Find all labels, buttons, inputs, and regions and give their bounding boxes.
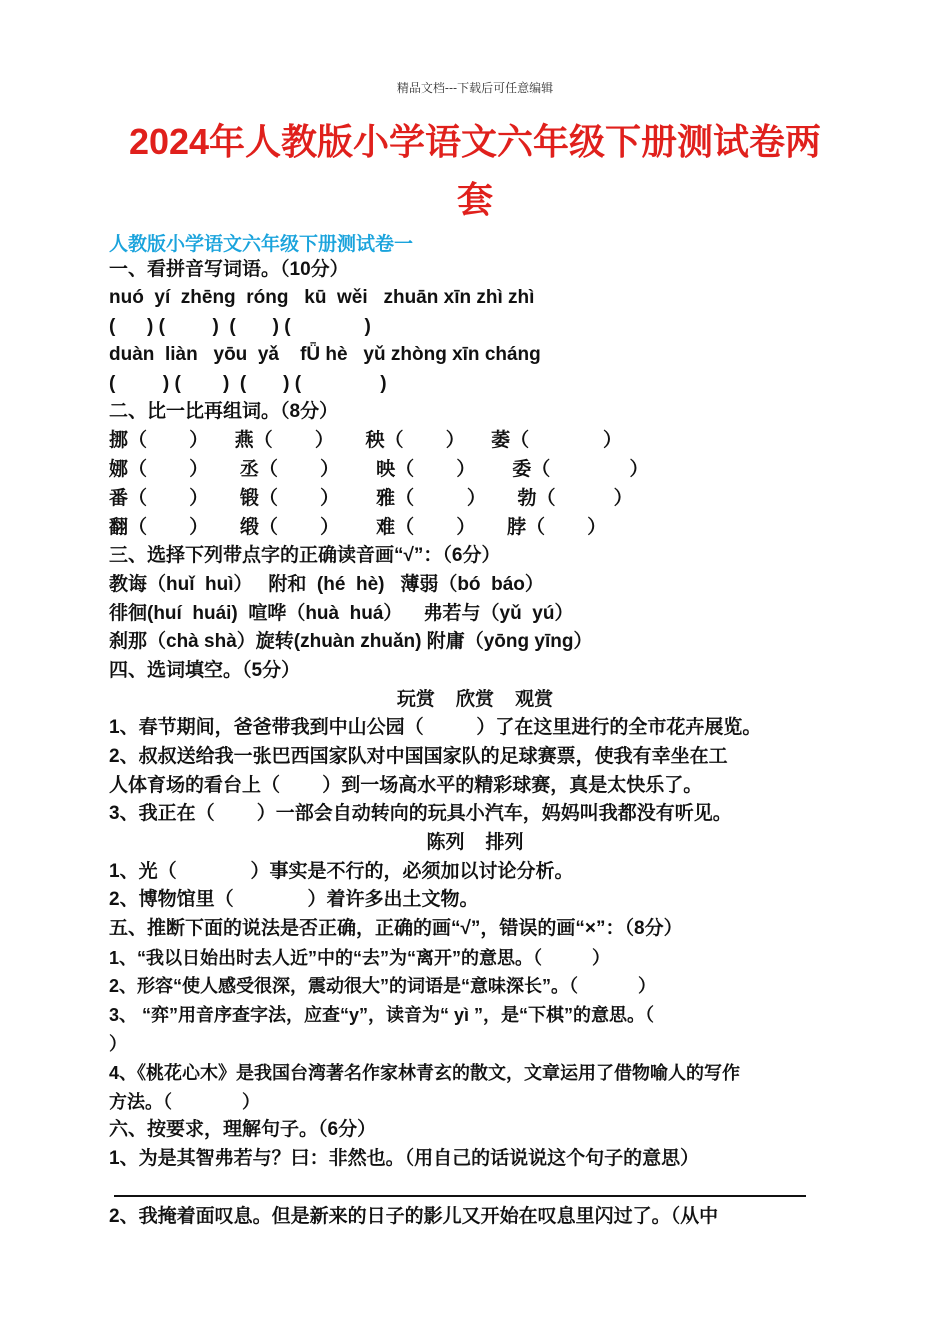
word-choices-2: 陈列 排列: [426, 832, 524, 853]
question-heading-5: 五、推断下面的说法是否正确，正确的画“√”，错误的画“×”：（8分）: [109, 918, 683, 939]
question-heading-2: 二、比一比再组词。（8分）: [109, 401, 339, 422]
word-compare-row-2: 娜（ ） 丞（ ） 映（ ） 委（ ）: [109, 459, 649, 480]
fill-sentence-2: 2、叔叔送给我一张巴西国家队对中国国家队的足球赛票，使我有幸坐在工: [109, 746, 728, 767]
judge-item-3: 3、 “弈”用音序查字法，应查“y”，读音为“ yì ”，是“下棋”的意思。（: [109, 1005, 655, 1025]
fill-sentence-2-cont: 人体育场的看台上（ ）到一场高水平的精彩球赛，真是太快乐了。: [109, 775, 703, 796]
fill-sentence-1: 1、春节期间，爸爸带我到中山公园（ ）了在这里进行的全市花卉展览。: [109, 717, 762, 738]
fill-sentence-4: 1、光（ ）事实是不行的，必须加以讨论分析。: [109, 861, 574, 882]
word-compare-row-4: 翻（ ） 缎（ ） 难（ ） 脖（ ）: [109, 517, 607, 538]
question-heading-3: 三、选择下列带点字的正确读音画“√”：（6分）: [109, 545, 501, 566]
answer-blanks-row-2: ( ) ( ) ( ) ( ): [109, 373, 387, 394]
judge-item-2: 2、形容“使人感受很深，震动很大”的词语是“意味深长”。（ ）: [109, 976, 657, 996]
judge-item-1: 1、“我以日始出时去人近”中的“去”为“离开”的意思。（ ）: [109, 948, 611, 968]
answer-blanks-row-1: ( ) ( ) ( ) ( ): [109, 316, 371, 337]
pinyin-row-2: duàn liàn yōu yǎ fǕ hè yǔ zhòng xīn cháng: [109, 344, 541, 365]
answer-line: [114, 1195, 806, 1197]
page-title-line-1: 2024年人教版小学语文六年级下册测试卷两: [128, 121, 822, 162]
pinyin-row-1: nuó yí zhēng róng kū wěi zhuān xīn zhì zhì: [109, 287, 535, 308]
fill-sentence-5: 2、博物馆里（ ）着许多出土文物。: [109, 889, 479, 910]
judge-item-4-cont: 方法。（ ）: [109, 1092, 261, 1112]
pronunciation-row-2: 徘徊(huí huái) 喧哗（huà huá） 弗若与（yǔ yú）: [109, 603, 574, 624]
question-heading-1: 一、看拼音写词语。（10分）: [109, 259, 349, 280]
word-choices-1: 玩赏 欣赏 观赏: [396, 689, 554, 710]
word-compare-row-3: 番（ ） 锻（ ） 雅（ ） 勃（ ）: [109, 488, 633, 509]
judge-item-4: 4、《桃花心木》是我国台湾著名作家林青玄的散文，文章运用了借物喻人的写作: [109, 1063, 741, 1083]
sentence-task-1: 1、为是其智弗若与？曰：非然也。（用自己的话说说这个句子的意思）: [109, 1148, 700, 1169]
sentence-task-2: 2、我掩着面叹息。但是新来的日子的影儿又开始在叹息里闪过了。（从中: [109, 1206, 719, 1227]
fill-sentence-3: 3、我正在（ ）一部会自动转向的玩具小汽车，妈妈叫我都没有听见。: [109, 803, 732, 824]
section-subtitle: 人教版小学语文六年级下册测试卷一: [109, 234, 414, 255]
question-heading-4: 四、选词填空。（5分）: [109, 660, 301, 681]
word-compare-row-1: 挪（ ） 燕（ ） 秧（ ） 萎（ ）: [109, 430, 623, 451]
question-heading-6: 六、按要求，理解句子。（6分）: [109, 1119, 377, 1140]
pronunciation-row-3: 刹那（chà shà）旋转(zhuàn zhuǎn) 附庸（yōng yīng）: [109, 631, 593, 652]
header-note: 精品文档---下载后可任意编辑: [396, 81, 554, 95]
judge-item-3-cont: ）: [109, 1034, 127, 1054]
page-title-line-2: 套: [456, 179, 493, 220]
pronunciation-row-1: 教诲（huǐ huì） 附和 (hé hè) 薄弱（bó báo）: [109, 574, 544, 595]
